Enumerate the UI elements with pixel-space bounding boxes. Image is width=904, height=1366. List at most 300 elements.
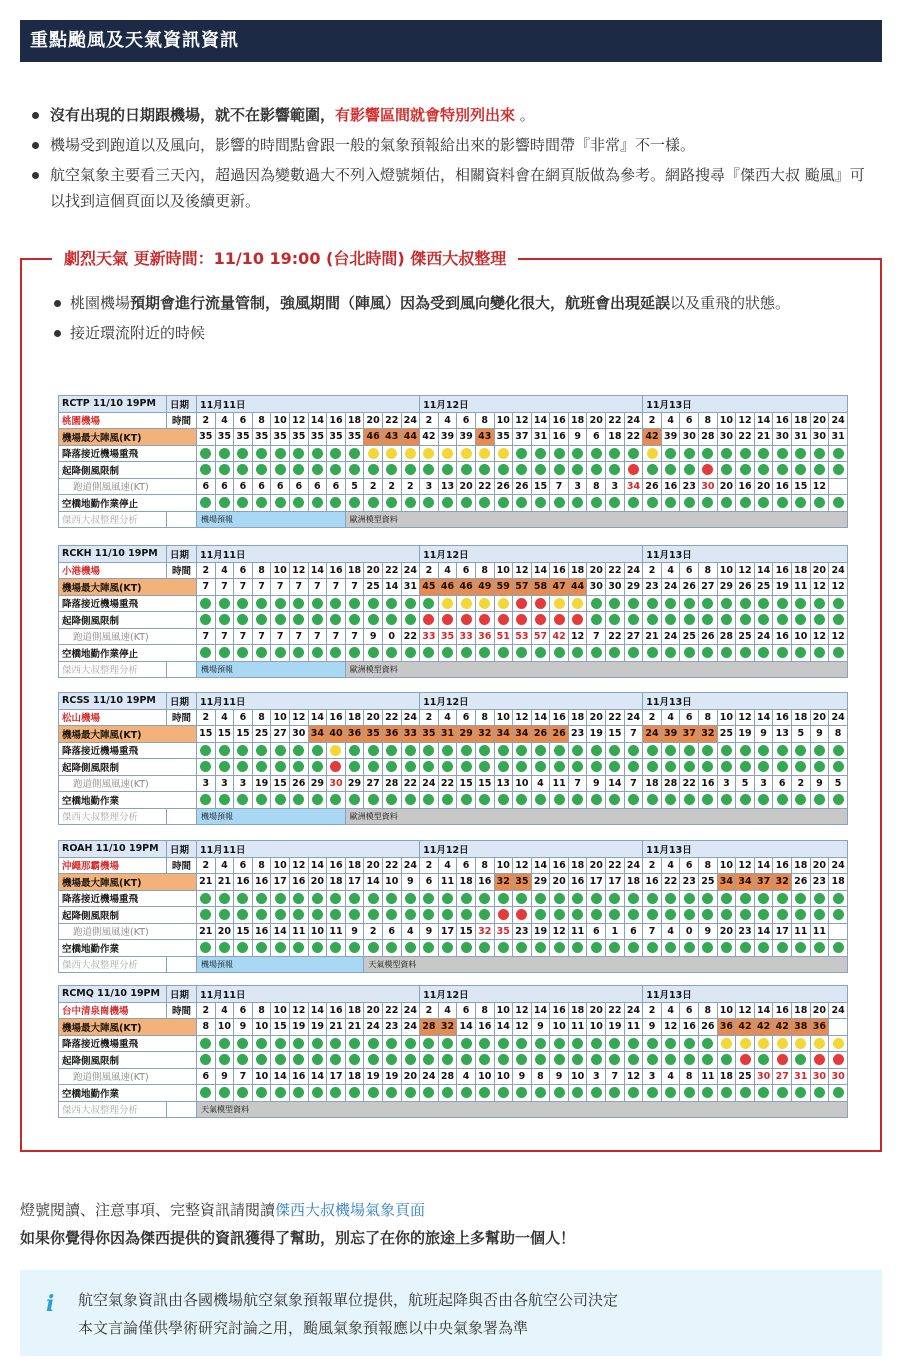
crosswind-value: 20 xyxy=(457,478,476,495)
table-row xyxy=(59,628,848,645)
hour-cell: 14 xyxy=(531,709,550,726)
light-cell xyxy=(531,1052,550,1069)
green-light-icon xyxy=(609,745,620,756)
green-light-icon xyxy=(591,598,602,609)
gust-value: 32 xyxy=(699,726,718,743)
hour-cell: 10 xyxy=(494,857,513,874)
light-cell xyxy=(215,792,234,809)
hour-cell: 22 xyxy=(382,412,401,429)
light-cell xyxy=(699,595,718,612)
light-cell xyxy=(401,495,420,512)
green-light-icon xyxy=(461,1054,472,1065)
light-cell xyxy=(494,1052,513,1069)
light-cell xyxy=(252,445,271,462)
light-cell xyxy=(197,759,216,776)
gust-value: 24 xyxy=(364,1019,383,1036)
green-light-icon xyxy=(330,893,341,904)
time-label: 時間 xyxy=(167,709,197,726)
green-light-icon xyxy=(721,497,732,508)
light-cell xyxy=(624,759,643,776)
hour-cell: 2 xyxy=(643,562,662,579)
table-row xyxy=(59,495,848,512)
runway-crosswind-label: 跑道側風風速(KT) xyxy=(59,775,197,792)
light-cell xyxy=(643,890,662,907)
green-light-icon xyxy=(702,448,713,459)
hour-cell: 4 xyxy=(661,562,680,579)
crosswind-value: 3 xyxy=(215,775,234,792)
green-light-icon xyxy=(479,942,490,953)
hour-cell: 16 xyxy=(550,709,569,726)
gust-value: 36 xyxy=(810,1019,829,1036)
light-cell xyxy=(457,792,476,809)
gust-value: 17 xyxy=(587,874,606,891)
hour-cell: 6 xyxy=(457,562,476,579)
day-header: 11月11日 xyxy=(197,396,420,413)
gust-value: 10 xyxy=(550,1019,569,1036)
hour-cell: 6 xyxy=(680,1002,699,1019)
light-cell xyxy=(829,940,848,957)
green-light-icon xyxy=(535,1038,546,1049)
hour-cell: 18 xyxy=(568,857,587,874)
red-light-icon xyxy=(535,614,546,625)
light-cell xyxy=(661,612,680,629)
day-header: 11月12日 xyxy=(420,546,643,563)
light-cell xyxy=(438,645,457,662)
go-around-label: 降落接近機場重飛 xyxy=(59,1035,197,1052)
light-cell xyxy=(197,940,216,957)
light-cell xyxy=(699,792,718,809)
crosswind-value: 2 xyxy=(382,478,401,495)
table-row xyxy=(59,923,848,940)
green-light-icon xyxy=(293,893,304,904)
gust-value: 43 xyxy=(382,429,401,446)
light-cell xyxy=(289,495,308,512)
green-light-icon xyxy=(219,497,230,508)
green-light-icon xyxy=(702,761,713,772)
green-light-icon xyxy=(386,761,397,772)
green-light-icon xyxy=(535,942,546,953)
gust-value: 35 xyxy=(494,429,513,446)
gust-value: 18 xyxy=(624,874,643,891)
light-cell xyxy=(401,445,420,462)
notice-item xyxy=(30,102,870,128)
hour-cell: 12 xyxy=(289,562,308,579)
light-cell xyxy=(252,759,271,776)
gust-value: 25 xyxy=(699,874,718,891)
green-light-icon xyxy=(684,464,695,475)
crosswind-value: 12 xyxy=(810,628,829,645)
light-cell xyxy=(327,462,346,479)
green-light-icon xyxy=(535,909,546,920)
gust-value: 9 xyxy=(401,874,420,891)
light-cell xyxy=(773,612,792,629)
notice-item: 機場受到跑道以及風向，影響的時間點會跟一般的氣象預報給出來的影響時間帶『非常』不一樣。 xyxy=(30,132,870,158)
light-cell xyxy=(680,907,699,924)
light-cell xyxy=(773,445,792,462)
source-label: 傑西大叔整理分析 xyxy=(59,661,167,678)
hour-cell: 20 xyxy=(587,562,606,579)
crosswind-value: 23 xyxy=(680,478,699,495)
green-light-icon xyxy=(628,598,639,609)
gust-label: 機場最大陣風(KT) xyxy=(59,429,197,446)
crosswind-value: 16 xyxy=(252,923,271,940)
light-cell xyxy=(494,742,513,759)
gust-value: 27 xyxy=(271,726,290,743)
crosswind-value: 9 xyxy=(345,923,364,940)
green-light-icon xyxy=(237,448,248,459)
gust-value: 19 xyxy=(308,1019,327,1036)
light-cell xyxy=(438,742,457,759)
footer-line xyxy=(20,1196,882,1224)
light-cell xyxy=(680,742,699,759)
hour-cell: 2 xyxy=(197,562,216,579)
hour-cell: 2 xyxy=(197,1002,216,1019)
light-cell xyxy=(457,495,476,512)
green-light-icon xyxy=(702,942,713,953)
gust-value: 28 xyxy=(699,429,718,446)
light-cell xyxy=(234,645,253,662)
forecast-table-rctp xyxy=(58,395,848,528)
gust-label: 機場最大陣風(KT) xyxy=(59,1019,197,1036)
green-light-icon xyxy=(275,745,286,756)
green-light-icon xyxy=(554,1038,565,1049)
gust-value: 37 xyxy=(754,874,773,891)
light-cell xyxy=(345,890,364,907)
light-cell xyxy=(736,595,755,612)
green-light-icon xyxy=(349,1087,360,1098)
crosswind-value: 26 xyxy=(513,478,532,495)
light-cell xyxy=(568,445,587,462)
red-light-icon xyxy=(814,1054,825,1065)
gust-value: 42 xyxy=(773,1019,792,1036)
light-cell xyxy=(327,890,346,907)
forecast-source: 歐洲模型資料 xyxy=(345,511,847,528)
green-light-icon xyxy=(349,1038,360,1049)
crosswind-value: 30 xyxy=(829,1068,848,1085)
light-cell xyxy=(643,792,662,809)
green-light-icon xyxy=(312,448,323,459)
crosswind-value: 7 xyxy=(289,628,308,645)
hour-cell: 6 xyxy=(234,857,253,874)
gust-value: 6 xyxy=(420,874,439,891)
light-cell xyxy=(345,612,364,629)
light-cell xyxy=(643,1035,662,1052)
light-cell xyxy=(308,1035,327,1052)
green-light-icon xyxy=(702,647,713,658)
light-cell xyxy=(401,907,420,924)
green-light-icon xyxy=(535,448,546,459)
green-light-icon xyxy=(572,761,583,772)
green-light-icon xyxy=(498,893,509,904)
gust-value: 31 xyxy=(792,429,811,446)
gust-value: 21 xyxy=(197,874,216,891)
light-cell xyxy=(513,907,532,924)
hour-cell: 12 xyxy=(736,1002,755,1019)
green-light-icon xyxy=(461,893,472,904)
green-light-icon xyxy=(498,1054,509,1065)
green-light-icon xyxy=(368,1054,379,1065)
gust-value: 35 xyxy=(234,429,253,446)
light-cell xyxy=(197,495,216,512)
green-light-icon xyxy=(498,1038,509,1049)
gust-value: 7 xyxy=(252,579,271,596)
green-light-icon xyxy=(647,794,658,805)
hour-cell: 24 xyxy=(401,857,420,874)
date-label: 日期 xyxy=(167,693,197,710)
green-light-icon xyxy=(200,745,211,756)
green-light-icon xyxy=(609,893,620,904)
green-light-icon xyxy=(758,942,769,953)
crosswind-value: 10 xyxy=(792,628,811,645)
hour-cell: 12 xyxy=(736,412,755,429)
light-cell xyxy=(606,462,625,479)
crosswind-value: 17 xyxy=(327,1068,346,1085)
light-cell xyxy=(438,890,457,907)
crosswind-value: 30 xyxy=(810,1068,829,1085)
green-light-icon xyxy=(405,614,416,625)
light-cell xyxy=(438,759,457,776)
green-light-icon xyxy=(740,497,751,508)
table-row xyxy=(59,709,848,726)
light-cell xyxy=(457,645,476,662)
light-cell xyxy=(754,890,773,907)
green-light-icon xyxy=(721,464,732,475)
gust-value: 12 xyxy=(513,1019,532,1036)
light-cell xyxy=(234,1035,253,1052)
green-light-icon xyxy=(591,464,602,475)
crosswind-value: 8 xyxy=(680,1068,699,1085)
light-cell xyxy=(457,1035,476,1052)
yellow-light-icon xyxy=(423,448,434,459)
crosswind-value: 29 xyxy=(345,775,364,792)
crosswind-value: 9 xyxy=(699,923,718,940)
yellow-light-icon xyxy=(498,598,509,609)
crosswind-value: 22 xyxy=(606,628,625,645)
crosswind-value: 32 xyxy=(475,923,494,940)
crosswind-value: 6 xyxy=(234,478,253,495)
crosswind-value: 25 xyxy=(736,628,755,645)
hour-cell: 10 xyxy=(271,1002,290,1019)
light-cell xyxy=(810,612,829,629)
gust-value: 31 xyxy=(438,726,457,743)
green-light-icon xyxy=(758,794,769,805)
green-light-icon xyxy=(572,794,583,805)
hour-cell: 16 xyxy=(327,857,346,874)
gust-value: 11 xyxy=(568,1019,587,1036)
green-light-icon xyxy=(349,893,360,904)
green-light-icon xyxy=(479,761,490,772)
green-light-icon xyxy=(442,942,453,953)
light-cell xyxy=(736,742,755,759)
hour-cell: 16 xyxy=(550,562,569,579)
light-cell xyxy=(345,595,364,612)
gust-value: 10 xyxy=(382,874,401,891)
light-cell xyxy=(531,759,550,776)
day-header: 11月13日 xyxy=(643,841,848,858)
green-light-icon xyxy=(293,647,304,658)
green-light-icon xyxy=(721,647,732,658)
green-light-icon xyxy=(609,909,620,920)
crosswind-value: 7 xyxy=(345,628,364,645)
green-light-icon xyxy=(293,909,304,920)
gust-value: 25 xyxy=(717,726,736,743)
gust-value: 31 xyxy=(829,429,848,446)
red-light-icon xyxy=(740,1054,751,1065)
go-around-label: 降落接近機場重飛 xyxy=(59,890,197,907)
green-light-icon xyxy=(758,497,769,508)
gust-value: 9 xyxy=(531,1019,550,1036)
light-cell xyxy=(513,1085,532,1102)
green-light-icon xyxy=(516,1038,527,1049)
hour-cell: 14 xyxy=(531,562,550,579)
light-cell xyxy=(568,595,587,612)
green-light-icon xyxy=(275,448,286,459)
light-cell xyxy=(420,890,439,907)
green-light-icon xyxy=(702,614,713,625)
light-cell xyxy=(494,462,513,479)
light-cell xyxy=(792,1035,811,1052)
green-light-icon xyxy=(777,942,788,953)
green-light-icon xyxy=(293,942,304,953)
green-light-icon xyxy=(275,1087,286,1098)
light-cell xyxy=(810,1085,829,1102)
green-light-icon xyxy=(833,909,844,920)
gust-value: 27 xyxy=(699,579,718,596)
green-light-icon xyxy=(386,614,397,625)
light-cell xyxy=(513,612,532,629)
light-cell xyxy=(736,1085,755,1102)
green-light-icon xyxy=(442,745,453,756)
green-light-icon xyxy=(516,761,527,772)
light-cell xyxy=(829,645,848,662)
green-light-icon xyxy=(795,745,806,756)
green-light-icon xyxy=(833,448,844,459)
red-light-icon xyxy=(702,464,713,475)
gust-value: 32 xyxy=(438,1019,457,1036)
blank-cell xyxy=(167,511,197,528)
green-light-icon xyxy=(200,1087,211,1098)
gust-value: 21 xyxy=(754,429,773,446)
light-cell xyxy=(624,645,643,662)
gust-value: 44 xyxy=(401,429,420,446)
green-light-icon xyxy=(628,1087,639,1098)
station-code: ROAH 11/10 19PM xyxy=(59,841,167,858)
green-light-icon xyxy=(349,497,360,508)
gust-value: 34 xyxy=(308,726,327,743)
hour-cell: 20 xyxy=(810,562,829,579)
light-cell xyxy=(401,1035,420,1052)
light-cell xyxy=(438,1035,457,1052)
light-cell xyxy=(345,495,364,512)
light-cell xyxy=(550,445,569,462)
light-cell xyxy=(308,495,327,512)
green-light-icon xyxy=(237,893,248,904)
runway-crosswind-label: 跑道側風風速(KT) xyxy=(59,628,197,645)
green-light-icon xyxy=(758,909,769,920)
green-light-icon xyxy=(609,598,620,609)
gust-value: 25 xyxy=(252,726,271,743)
green-light-icon xyxy=(591,1054,602,1065)
day-header: 11月11日 xyxy=(197,841,420,858)
yellow-light-icon xyxy=(777,1038,788,1049)
light-cell xyxy=(624,495,643,512)
green-light-icon xyxy=(554,745,565,756)
hour-cell: 24 xyxy=(829,412,848,429)
crosswind-value: 3 xyxy=(643,1068,662,1085)
light-cell xyxy=(643,495,662,512)
green-light-icon xyxy=(386,909,397,920)
hour-cell: 14 xyxy=(754,857,773,874)
light-cell xyxy=(829,890,848,907)
green-light-icon xyxy=(256,1038,267,1049)
crosswind-value: 51 xyxy=(494,628,513,645)
light-cell xyxy=(736,1052,755,1069)
light-cell xyxy=(754,940,773,957)
light-cell xyxy=(754,1035,773,1052)
table-row xyxy=(59,429,848,446)
green-light-icon xyxy=(461,761,472,772)
green-light-icon xyxy=(609,464,620,475)
green-light-icon xyxy=(405,794,416,805)
green-light-icon xyxy=(368,1038,379,1049)
gust-value: 36 xyxy=(345,726,364,743)
gust-value: 46 xyxy=(438,579,457,596)
crosswind-value: 42 xyxy=(550,628,569,645)
green-light-icon xyxy=(609,1087,620,1098)
light-cell xyxy=(829,495,848,512)
crosswind-limit-label: 起降側風限制 xyxy=(59,907,197,924)
light-cell xyxy=(475,742,494,759)
light-cell xyxy=(401,612,420,629)
crosswind-value: 30 xyxy=(754,1068,773,1085)
green-light-icon xyxy=(665,1038,676,1049)
light-cell xyxy=(401,890,420,907)
hour-cell: 22 xyxy=(606,709,625,726)
green-light-icon xyxy=(591,942,602,953)
light-cell xyxy=(494,495,513,512)
green-light-icon xyxy=(535,761,546,772)
hour-cell: 22 xyxy=(606,412,625,429)
hour-cell: 20 xyxy=(364,562,383,579)
hour-cell: 18 xyxy=(568,709,587,726)
airport-weather-link[interactable]: 傑西大叔機場氣象頁面 xyxy=(275,1201,426,1219)
light-cell xyxy=(550,907,569,924)
hour-cell: 22 xyxy=(382,857,401,874)
green-light-icon xyxy=(647,464,658,475)
yellow-light-icon xyxy=(386,448,397,459)
footer-line-bold: 如果你覺得你因為傑西提供的資訊獲得了幫助，別忘了在你的旅途上多幫助一個人！ xyxy=(20,1229,576,1247)
light-cell xyxy=(457,595,476,612)
light-cell xyxy=(438,1085,457,1102)
light-cell xyxy=(382,645,401,662)
green-light-icon xyxy=(814,647,825,658)
hour-cell: 18 xyxy=(792,857,811,874)
light-cell xyxy=(754,1085,773,1102)
green-light-icon xyxy=(777,614,788,625)
light-cell xyxy=(234,495,253,512)
gust-value: 35 xyxy=(252,429,271,446)
hour-cell: 2 xyxy=(643,709,662,726)
light-cell xyxy=(289,462,308,479)
light-cell xyxy=(364,742,383,759)
green-light-icon xyxy=(591,497,602,508)
light-cell xyxy=(717,1085,736,1102)
gust-value: 11 xyxy=(438,874,457,891)
light-cell xyxy=(550,759,569,776)
light-cell xyxy=(289,645,308,662)
green-light-icon xyxy=(665,745,676,756)
crosswind-value: 9 xyxy=(513,1068,532,1085)
